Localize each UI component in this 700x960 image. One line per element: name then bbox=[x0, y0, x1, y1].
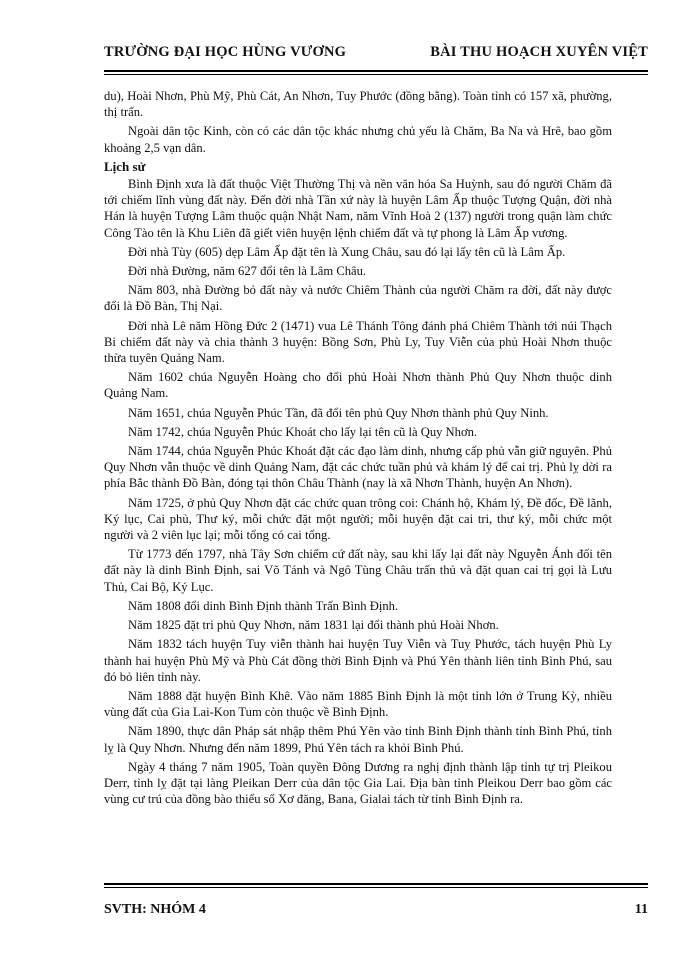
history-paragraph: Từ 1773 đến 1797, nhà Tây Sơn chiếm cứ đất này, sau khi lấy lại đất này Nguyễn Ánh đổi tên đất này là dinh Bình Định, sai Võ Tánh và Ngô Tùng Châu trấn thủ và đặt quan cai trị gọi là Lưu Thủ, Cai Bộ, Ký Lục. bbox=[104, 547, 612, 594]
history-paragraph: Năm 1890, thực dân Pháp sát nhập thêm Phú Yên vào tỉnh Bình Định thành tỉnh Bình Phú, tỉnh lỵ là Quy Nhơn. Nhưng đến năm 1899, Phú Yên tách ra khỏi Bình Phú. bbox=[104, 724, 612, 755]
page-header bbox=[104, 44, 648, 61]
history-paragraph: Năm 1602 chúa Nguyễn Hoàng cho đổi phủ Hoài Nhơn thành Phủ Quy Nhơn thuộc dinh Quảng Nam. bbox=[104, 370, 612, 401]
footer-author: SVTH: NHÓM 4 bbox=[104, 902, 206, 917]
header-divider bbox=[104, 70, 648, 72]
history-paragraph: Đời nhà Lê năm Hồng Đức 2 (1471) vua Lê Thánh Tông đánh phá Chiêm Thành tới núi Thạch Bi chiếm đất này và chia thành 3 huyện: Bồng Sơn, Phù Ly, Tuy Viễn của phủ Hoài Nhơn thuộc thừa tuyên Quảng Nam. bbox=[104, 318, 612, 366]
history-paragraph: Đời nhà Đường, năm 627 đổi tên là Lâm Châu. bbox=[128, 264, 367, 279]
page-body bbox=[104, 88, 612, 810]
history-paragraph: Năm 803, nhà Đường bỏ đất này và nước Chiêm Thành của người Chăm ra đời, đất này được đổi là Đồ Bàn, Thị Nại. bbox=[104, 283, 612, 314]
history-paragraph: Năm 1808 đổi dinh Bình Định thành Trấn Bình Định. bbox=[128, 598, 399, 613]
history-paragraph: Năm 1744, chúa Nguyễn Phúc Khoát đặt các đạo làm dinh, nhưng cấp phủ vẫn giữ nguyên. Phủ Quy Nhơn vẫn thuộc về dinh Quảng Nam, đặt các chức tuần phủ và khám lý để cai trị. Phủ lỵ dời ra phía Bắc thành Đồ Bàn, đóng tại thôn Châu Thành (nay là xã Nhơn Thành, huyện An Nhơn). bbox=[104, 444, 612, 491]
body-paragraph: du), Hoài Nhơn, Phù Mỹ, Phù Cát, An Nhơn, Tuy Phước (đồng bằng). Toàn tỉnh có 157 xã, phường, thị trấn. bbox=[104, 89, 612, 120]
header-document-title: BÀI THU HOẠCH XUYÊN VIỆT bbox=[430, 44, 648, 60]
header-school-name: TRƯỜNG ĐẠI HỌC HÙNG VƯƠNG bbox=[104, 44, 347, 60]
history-paragraph: Năm 1742, chúa Nguyễn Phúc Khoát cho lấy lại tên cũ là Quy Nhơn. bbox=[128, 424, 478, 439]
history-paragraph: Ngày 4 tháng 7 năm 1905, Toàn quyền Đông Dương ra nghị định thành lập tỉnh tự trị Pleikou Derr, tỉnh lỵ đặt tại làng Pleikan Derr của dân tộc Gia Lai. Địa bàn tỉnh Pleikou Derr bao gồm các vùng cư trú của đồng bào thiểu số Xơ đăng, Bana, Gialai tách từ tỉnh Bình Định ra. bbox=[104, 759, 612, 807]
history-paragraph: Năm 1832 tách huyện Tuy viễn thành hai huyện Tuy Viễn và Tuy Phước, tách huyện Phù Ly thành hai huyện Phù Mỹ và Phù Cát đồng thời Bình Định và Phú Yên thành liên tỉnh Bình Phú, sau đó bỏ liên tỉnh này. bbox=[104, 637, 612, 684]
history-paragraph: Năm 1651, chúa Nguyễn Phúc Tần, đã đổi tên phủ Quy Nhơn thành phủ Quy Ninh. bbox=[128, 405, 549, 420]
history-paragraph: Năm 1825 đặt tri phủ Quy Nhơn, năm 1831 lại đổi thành phủ Hoài Nhơn. bbox=[128, 618, 499, 633]
history-paragraph: Năm 1888 đặt huyện Bình Khê. Vào năm 1885 Bình Định là một tỉnh lớn ở Trung Kỳ, nhiều vùng đất của Gia Lai-Kon Tum còn thuộc về Bình Định. bbox=[104, 688, 612, 720]
section-heading: Lịch sử bbox=[104, 158, 146, 174]
page-number: 11 bbox=[634, 902, 648, 917]
footer-divider bbox=[104, 883, 648, 885]
page-footer bbox=[104, 902, 648, 918]
history-paragraph: Năm 1725, ở phủ Quy Nhơn đặt các chức quan trông coi: Chánh hộ, Khám lý, Đề đốc, Đề lãnh, Ký lục, Cai phủ, Thư ký, mỗi chức đặt một người; mỗi huyện đặt cai tri, thư ký, mỗi chức một người và 2 viên lục lại; mỗi tổng có cai tổng. bbox=[104, 495, 612, 543]
history-paragraph: Bình Định xưa là đất thuộc Việt Thường Thị và nền văn hóa Sa Huỳnh, sau đó người Chăm đã tới chiếm lĩnh vùng đất này. Đến đời nhà Tần xứ này là huyện Lâm Ấp thuộc Tượng Quận, đời nhà Hán là huyện Tượng Lâm thuộc quận Nhật Nam, năm Vĩnh Hoà 2 (137) người trong quận làm chức Công Tào tên là Khu Liên đã giết viên huyện lệnh chiếm đất và tự phong là Lâm Ấp vương. bbox=[104, 177, 612, 240]
body-paragraph: Ngoài dân tộc Kinh, còn có các dân tộc khác nhưng chủ yếu là Chăm, Ba Na và Hrê, bao gồm khoảng 2,5 vạn dân. bbox=[104, 124, 612, 155]
history-paragraph: Đời nhà Tùy (605) dẹp Lâm Ấp đặt tên là Xung Châu, sau đó lại lấy tên cũ là Lâm Ấp. bbox=[128, 244, 566, 259]
